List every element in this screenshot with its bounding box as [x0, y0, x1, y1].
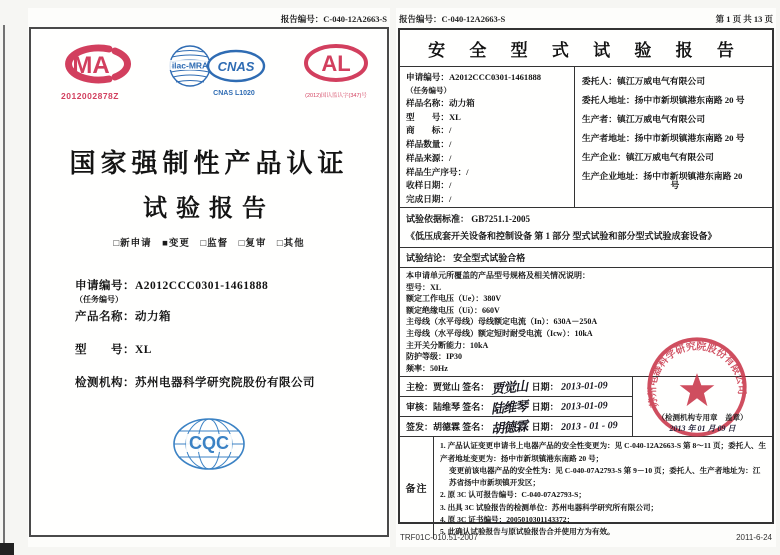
svg-text:AL: AL [321, 51, 351, 76]
cover-title-line1: 国家强制性产品认证 [69, 149, 349, 178]
product-model: 型 号：XL [75, 344, 152, 356]
remarks-section [400, 437, 772, 538]
report-page [396, 8, 776, 547]
cnas-ilac-logos [167, 43, 267, 97]
svg-text:CNAS: CNAS [217, 59, 255, 74]
cma-number: 2012002878Z [61, 91, 119, 101]
info-line: 生产者：镇江万威电气有限公司 [581, 113, 705, 124]
svg-text:CQC: CQC [189, 433, 229, 453]
cma-logo [49, 43, 131, 101]
handwritten-signature: 贾觉山 [490, 378, 528, 397]
sign-label: 签名： [462, 382, 490, 393]
remark-item: 2. 原 3C 认可报告编号：C-040-07A2793-S； [440, 490, 586, 500]
info-line-wrap: 号 [670, 180, 680, 191]
inspector-name: 贾觉山 [433, 382, 461, 393]
sample-client-info [400, 67, 772, 208]
report-table [398, 28, 774, 537]
standard-number: 试验依据标准： GB7251.1-2005 [406, 213, 531, 224]
report-header [398, 8, 774, 28]
cover-report-number: 报告编号：C-040-12A2663-S [280, 14, 387, 24]
svg-text:MA: MA [72, 52, 110, 79]
report-title: 安 全 型 式 试 验 报 告 [400, 30, 772, 67]
al-logo-icon [303, 43, 369, 83]
footer-date: 2011-6-24 [736, 533, 772, 542]
date-label: 日期： [531, 422, 559, 433]
handwritten-date: 2013 - 01 - 09 [560, 420, 618, 434]
role-label: 审核： [406, 402, 434, 413]
info-line: 委托人：镇江万威电气有限公司 [581, 76, 705, 86]
report-number: 报告编号：C-040-12A2663-S [399, 14, 506, 24]
svg-text:ilac-MRA: ilac-MRA [171, 60, 209, 71]
info-line: 生产企业地址：扬中市新坝镇港东南路 20 [581, 170, 743, 181]
test-conclusion-row: 试验结论： 安全型式试验合格 [400, 248, 772, 268]
application-number: 申请编号：A2012CCC0301-1461888 [75, 280, 269, 292]
sample-info-column [400, 67, 575, 207]
star-icon [680, 373, 715, 406]
sign-label: 签名： [462, 402, 490, 413]
remarks-body [434, 437, 772, 538]
scan-edge-artifact [3, 25, 5, 550]
info-line: 收样日期：/ [406, 180, 452, 191]
remark-item: 变更前该电器产品的安全性为：见 C-040-07A2793-S 第 9－10 页；委托人、生产者地址为：江苏省扬中市新坝镇开发区； [449, 465, 761, 488]
chief-inspector-row [400, 377, 632, 397]
remark-item: 3. 出具 3C 试验报告的检测单位：苏州电器科学研究所有限公司； [440, 502, 659, 512]
seal-date: 2013 年 01 月 09 日 [669, 424, 736, 434]
page-indicator: 第 1 页 共 13 页 [715, 14, 773, 24]
date-label: 日期： [531, 382, 559, 393]
date-label: 日期： [531, 402, 559, 413]
handwritten-date: 2013-01-09 [560, 400, 608, 414]
remark-item: 4. 原 3C 证书编号：2005010301143372； [440, 515, 575, 525]
reviewer-row [400, 397, 632, 417]
info-line: 商 标：/ [406, 125, 452, 136]
remark-item: 5. 此确认试验报告与原试验报告合并使用方为有效。 [440, 527, 615, 537]
cnas-caption: CNAS L1020 [213, 90, 255, 97]
info-line: 生产企业：镇江万威电气有限公司 [581, 151, 714, 162]
info-line: 样品名称：动力箱 [406, 97, 475, 108]
seal-cell [632, 341, 772, 436]
specs-heading: 本申请单元所覆盖的产品型号规格及相关情况说明： [406, 270, 590, 280]
role-label: 签发： [406, 422, 434, 433]
info-line: 样品生产序号：/ [406, 166, 469, 177]
svg-text:苏州电器科学研究院股份有限公司: 苏州电器科学研究院股份有限公司 [647, 341, 747, 409]
spec-line: 型号：XL [406, 282, 442, 292]
al-caption: (2012)国认监认字(347)号 [305, 93, 367, 99]
al-logo [303, 43, 369, 99]
cqc-logo [31, 416, 387, 477]
spec-line: 主母线（水平母线）额定短时耐受电流（Icw）：10kA [406, 328, 593, 338]
seal-caption: （检测机构专用章 盖章） [657, 413, 748, 423]
spec-line: 额定工作电压（Ue）：380V [406, 294, 502, 304]
cnas-icon [205, 48, 267, 84]
form-code: TRF01C-010.51-2007 [400, 533, 478, 542]
testing-agency: 检测机构：苏州电器科学研究院股份有限公司 [75, 377, 315, 389]
remarks-label: 备注 [400, 437, 434, 538]
application-type-checkboxes: □新申请 ■变更 □监督 □复审 □其他 [113, 239, 305, 249]
info-line: 完成日期：/ [406, 194, 452, 204]
spec-line: 防护等级：IP30 [406, 352, 462, 362]
role-label: 主检： [406, 382, 434, 393]
sign-label: 签名： [462, 422, 490, 433]
cma-logo-icon [49, 43, 131, 85]
handwritten-signature: 陆维琴 [490, 398, 528, 417]
handwritten-signature: 胡德霖 [490, 418, 528, 437]
spec-line: 频率：50Hz [406, 363, 448, 373]
cover-border-box [29, 27, 389, 537]
task-number-label: （任务编号） [75, 295, 123, 304]
scan-corner-artifact [0, 543, 14, 555]
spec-line: 额定绝缘电压（Ui）：660V [406, 305, 500, 315]
remark-item: 1. 产品认证变更申请书上电器产品的安全性变更为：见 C-040-12A2663-S 第 8～11 页；委托人、生产者地址变更为：扬中市新坝镇港东南路 20 号； [440, 441, 767, 463]
info-line: （任务编号） [406, 85, 451, 95]
spec-line: 主开关分断能力：10kA [406, 340, 489, 350]
cover-title-line2: 试验报告 [143, 196, 275, 222]
approver-name: 胡德霖 [433, 422, 461, 433]
reviewer-name: 陆维琴 [433, 402, 461, 413]
info-line: 生产者地址：扬中市新坝镇港东南路 20 号 [581, 132, 745, 143]
info-line: 样品来源：/ [406, 152, 452, 163]
approver-row [400, 417, 632, 436]
client-info-column [575, 67, 772, 207]
spec-line: 主母线（水平母线）母线额定电流（In）：630A－250A [406, 317, 598, 327]
accreditation-logos [31, 29, 387, 109]
cover-page [28, 8, 390, 547]
standard-title: 《低压成套开关设备和控制设备 第 1 部分 型式试验和部分型式试验成套设备》 [406, 230, 717, 241]
test-standard-row [400, 208, 772, 248]
handwritten-date: 2013-01-09 [560, 380, 608, 394]
cover-fields [75, 277, 387, 390]
cqc-logo-icon [170, 416, 248, 472]
product-name: 产品名称：动力箱 [75, 311, 171, 323]
info-line: 申请编号：A2012CCC0301-1461888 [406, 72, 542, 82]
info-line: 样品数量：/ [406, 139, 452, 149]
info-line: 型 号：XL [406, 111, 461, 122]
info-line: 委托人地址：扬中市新坝镇港东南路 20 号 [581, 94, 745, 105]
signature-rows [400, 377, 632, 436]
